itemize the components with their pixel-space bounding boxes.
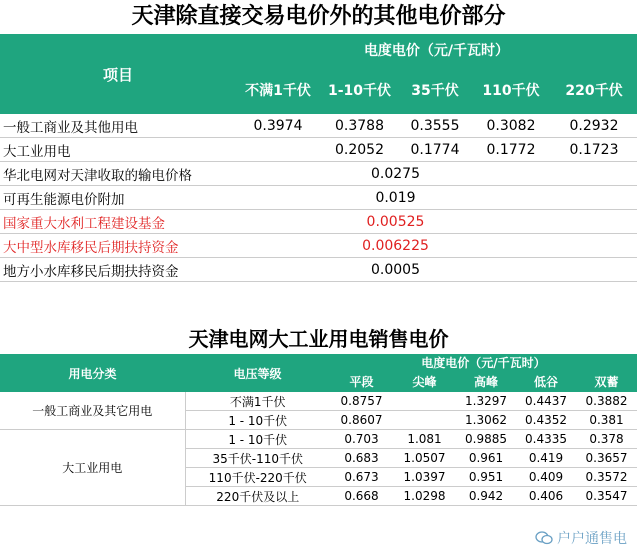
cell: 0.019 <box>320 186 471 210</box>
cell: 0.961 <box>456 449 516 468</box>
cell: 0.668 <box>330 487 393 506</box>
table-row <box>0 234 637 258</box>
cell: 1.3062 <box>456 411 516 430</box>
cell: 0.673 <box>330 468 393 487</box>
table-row <box>0 186 637 210</box>
cell: 0.3974 <box>236 114 320 138</box>
row-label: 国家重大水利工程建设基金 <box>0 210 320 234</box>
row-label: 大工业用电 <box>0 138 236 162</box>
cell: 0.4437 <box>516 392 576 411</box>
cell: 0.8757 <box>330 392 393 411</box>
voltage-cell: 110千伏-220千伏 <box>185 468 330 487</box>
cell: 0.2052 <box>320 138 399 162</box>
cell: 0.3547 <box>576 487 637 506</box>
cell: 0.3657 <box>576 449 637 468</box>
electricity-price-table-1 <box>0 34 637 282</box>
cell: 0.00525 <box>320 210 471 234</box>
cell: 0.4335 <box>516 430 576 449</box>
voltage-cell: 1 - 10千伏 <box>185 411 330 430</box>
header-item: 项目 <box>0 34 236 114</box>
table-row <box>0 392 637 411</box>
group-label: 大工业用电 <box>0 430 185 506</box>
header-price-group: 电度电价（元/千瓦时） <box>330 354 637 371</box>
col-header: 110千伏 <box>471 66 551 114</box>
cell: 0.1772 <box>471 138 551 162</box>
cell: 0.951 <box>456 468 516 487</box>
col-header: 低谷 <box>516 371 576 392</box>
header-category: 用电分类 <box>0 354 185 392</box>
electricity-price-table-2 <box>0 354 637 506</box>
header-voltage: 电压等级 <box>185 354 330 392</box>
group-label: 一般工商业及其它用电 <box>0 392 185 430</box>
cell: 0.3788 <box>320 114 399 138</box>
cell: 0.4352 <box>516 411 576 430</box>
row-label: 一般工商业及其他用电 <box>0 114 236 138</box>
cell: 0.406 <box>516 487 576 506</box>
cell: 1.0397 <box>393 468 456 487</box>
table-row <box>0 162 637 186</box>
col-header: 不满1千伏 <box>236 66 320 114</box>
voltage-cell: 不满1千伏 <box>185 392 330 411</box>
cell: 0.703 <box>330 430 393 449</box>
wechat-icon <box>535 531 553 545</box>
col-header: 1-10千伏 <box>320 66 399 114</box>
col-header: 尖峰 <box>393 371 456 392</box>
row-label: 华北电网对天津收取的输电价格 <box>0 162 320 186</box>
cell: 0.8607 <box>330 411 393 430</box>
table1-title: 天津除直接交易电价外的其他电价部分 <box>131 4 506 29</box>
cell <box>393 392 456 411</box>
voltage-cell: 1 - 10千伏 <box>185 430 330 449</box>
cell: 0.3555 <box>399 114 471 138</box>
cell: 1.0507 <box>393 449 456 468</box>
cell: 0.942 <box>456 487 516 506</box>
row-label: 地方小水库移民后期扶持资金 <box>0 258 320 282</box>
row-label: 大中型水库移民后期扶持资金 <box>0 234 320 258</box>
cell: 0.378 <box>576 430 637 449</box>
cell: 0.2932 <box>551 114 637 138</box>
watermark <box>535 528 627 548</box>
cell: 0.409 <box>516 468 576 487</box>
cell: 0.0275 <box>320 162 471 186</box>
voltage-cell: 35千伏-110千伏 <box>185 449 330 468</box>
cell <box>393 411 456 430</box>
cell: 0.683 <box>330 449 393 468</box>
cell: 0.3082 <box>471 114 551 138</box>
cell: 1.0298 <box>393 487 456 506</box>
watermark-text: 户户通售电 <box>557 531 627 547</box>
row-label: 可再生能源电价附加 <box>0 186 320 210</box>
cell: 1.3297 <box>456 392 516 411</box>
cell: 1.081 <box>393 430 456 449</box>
cell: 0.419 <box>516 449 576 468</box>
cell: 0.006225 <box>320 234 471 258</box>
cell: 0.1723 <box>551 138 637 162</box>
table-row <box>0 430 637 449</box>
table2-title: 天津电网大工业用电销售电价 <box>188 327 449 351</box>
cell: 0.381 <box>576 411 637 430</box>
cell <box>236 138 320 162</box>
cell: 0.1774 <box>399 138 471 162</box>
voltage-cell: 220千伏及以上 <box>185 487 330 506</box>
cell: 0.3882 <box>576 392 637 411</box>
col-header: 220千伏 <box>551 66 637 114</box>
col-header: 高峰 <box>456 371 516 392</box>
cell: 0.9885 <box>456 430 516 449</box>
col-header: 平段 <box>330 371 393 392</box>
table-row <box>0 210 637 234</box>
table-row <box>0 258 637 282</box>
table-row <box>0 138 637 162</box>
col-header: 双蓄 <box>576 371 637 392</box>
col-header: 35千伏 <box>399 66 471 114</box>
cell: 0.3572 <box>576 468 637 487</box>
cell: 0.0005 <box>320 258 471 282</box>
table-row <box>0 114 637 138</box>
header-price-group: 电度电价（元/千瓦时） <box>236 34 637 66</box>
